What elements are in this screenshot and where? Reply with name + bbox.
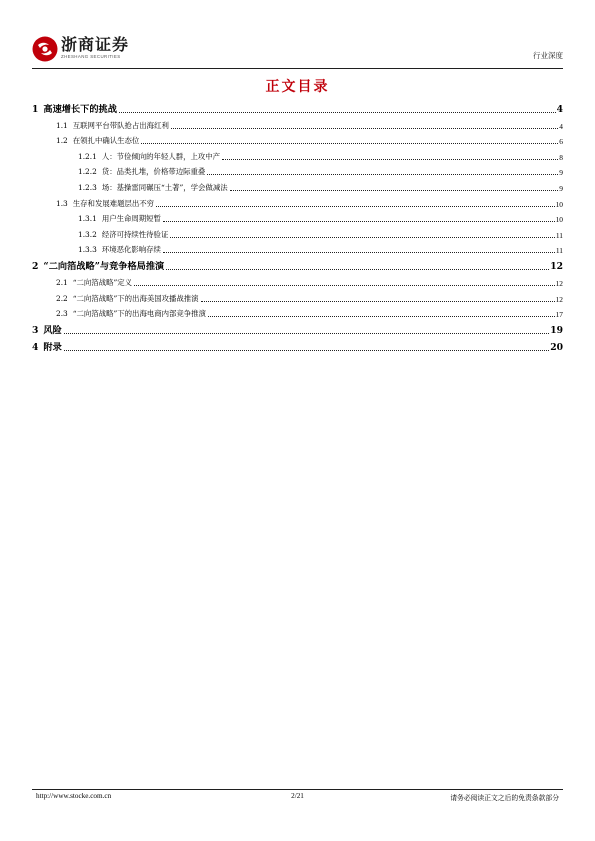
toc-entry-number: 2.1 (56, 277, 68, 287)
disclaimer-notice: 请务必阅读正文之后的免责条款部分 (450, 794, 559, 802)
toc-entry[interactable] (32, 98, 563, 115)
toc-entry[interactable] (32, 162, 563, 178)
toc-entry-label (32, 101, 118, 115)
toc-dot-leader (222, 159, 558, 160)
toc-dot-leader (134, 285, 555, 286)
toc-entry[interactable] (32, 240, 563, 256)
toc-dot-leader (119, 112, 556, 113)
toc-entry-number: 2.3 (56, 309, 68, 319)
toc-entry-text: “二向箔战略”下的出海电商内部竞争推演 (72, 309, 206, 319)
toc-entry-number: 1.3.3 (78, 245, 97, 255)
toc-entry-label (32, 198, 155, 209)
toc-entry-text: 环境恶化影响存续 (101, 245, 161, 255)
toc-entry[interactable] (32, 224, 563, 240)
toc-entry[interactable] (32, 209, 563, 225)
toc-entry-text: 用户生命周期短暂 (101, 214, 161, 224)
toc-entry-text: “二向箔战略”下的出海美国攻播战推演 (72, 293, 199, 303)
toc-entry-label (32, 166, 206, 177)
page-number: 2/21 (291, 792, 304, 800)
toc-entry-number: 2.2 (56, 293, 68, 303)
toc-entry-label (32, 229, 169, 240)
toc-entry-number: 1.3.1 (78, 214, 97, 224)
toc-page-number: 4 (559, 121, 563, 131)
toc-entry-label (32, 293, 200, 304)
toc-entry-label (32, 120, 170, 131)
zheshang-logo-icon (32, 36, 58, 62)
toc-entry-label (32, 339, 63, 353)
toc-entry-text: 货：品类扎堆，价格带边际重叠 (101, 167, 206, 177)
toc-dot-leader (208, 316, 555, 317)
toc-entry-number: 1.2.3 (78, 182, 97, 192)
toc-page-number: 11 (555, 230, 563, 240)
toc-dot-leader (170, 237, 555, 238)
toc-entry-text: 生存和发展难题层出不穷 (72, 198, 155, 208)
toc-page-number: 12 (555, 294, 563, 304)
toc-entry-text: “二向箔战略”与竞争格局推演 (43, 261, 165, 273)
toc-entry-text: 高速增长下的挑战 (43, 104, 117, 115)
page-header (32, 36, 563, 66)
toc-entry-label (32, 258, 165, 272)
toc-dot-leader (201, 301, 555, 302)
toc-entry[interactable] (32, 288, 563, 304)
toc-dot-leader (171, 128, 558, 129)
toc-entry-text: 人：节俭倾向的年轻人群，上攻中产 (101, 151, 221, 161)
toc-entry-number: 1.2.2 (78, 167, 97, 177)
toc-entry-text: “二向箔战略”定义 (72, 277, 133, 287)
toc-page-number: 11 (555, 246, 563, 256)
report-category: 行业深度 (533, 51, 563, 60)
toc-page-number: 12 (555, 278, 563, 288)
footer-url-link[interactable]: http://www.stocke.com.cn (36, 792, 112, 800)
toc-dot-leader (64, 333, 549, 334)
company-logo (32, 36, 129, 62)
toc-entry[interactable] (32, 131, 563, 147)
toc-page-number: 17 (555, 310, 563, 320)
toc-page-number: 9 (559, 183, 563, 193)
toc-dot-leader (163, 252, 555, 253)
toc-entry-number: 1.2.1 (78, 151, 97, 161)
toc-entry-label (32, 213, 162, 224)
toc-dot-leader (230, 190, 559, 191)
toc-entry-label (32, 322, 63, 336)
toc-entry-text: 经济可持续性待验证 (101, 229, 169, 239)
table-of-contents (32, 98, 563, 353)
toc-entry-text: 场：基操雷同碾压“土著”，学会做减法 (101, 182, 228, 192)
toc-entry-label (32, 135, 140, 146)
toc-page-number: 19 (550, 325, 563, 337)
toc-entry-label (32, 277, 133, 288)
toc-entry-number: 1.2 (56, 136, 68, 146)
logo-text-en: ZHESHANG SECURITIES (61, 54, 121, 59)
toc-page-number: 10 (555, 215, 563, 225)
toc-entry[interactable] (32, 177, 563, 193)
toc-entry[interactable] (32, 336, 563, 353)
footer-divider (32, 789, 563, 790)
toc-entry[interactable] (32, 255, 563, 272)
toc-dot-leader (166, 269, 549, 270)
toc-dot-leader (207, 174, 558, 175)
toc-entry-number: 1.3 (56, 198, 68, 208)
toc-page-number: 9 (559, 168, 563, 178)
toc-entry-number: 1.3.2 (78, 229, 97, 239)
toc-page-number: 20 (550, 342, 563, 354)
toc-entry[interactable] (32, 193, 563, 209)
toc-entry-number: 1.1 (56, 120, 68, 130)
toc-entry[interactable] (32, 304, 563, 320)
toc-dot-leader (156, 206, 555, 207)
toc-entry-number: 4 (32, 342, 39, 354)
toc-entry-text: 附录 (43, 342, 62, 354)
toc-page-number: 10 (555, 199, 563, 209)
toc-entry-number: 2 (32, 261, 39, 273)
page-footer (32, 792, 563, 804)
toc-entry[interactable] (32, 272, 563, 288)
toc-page-number: 4 (556, 104, 563, 115)
toc-entry-text: 互联网平台带队抢占出海红利 (72, 120, 169, 130)
toc-entry-text: 在领扎中确认生态位 (72, 136, 140, 146)
toc-entry-number: 1 (32, 104, 39, 115)
toc-entry[interactable] (32, 146, 563, 162)
toc-entry-number: 3 (32, 325, 39, 337)
logo-text-cn: 浙商证券 (61, 35, 130, 54)
toc-entry-label (32, 151, 221, 162)
page-title: 正文目录 (265, 79, 330, 95)
toc-entry-label (32, 308, 207, 319)
toc-page-number: 8 (559, 152, 563, 162)
toc-entry[interactable] (32, 115, 563, 131)
toc-entry-label (32, 182, 229, 193)
toc-page-number: 6 (559, 137, 563, 147)
header-divider (32, 68, 563, 69)
toc-dot-leader (163, 221, 555, 222)
toc-entry-text: 风险 (43, 325, 62, 337)
toc-dot-leader (141, 143, 558, 144)
toc-entry[interactable] (32, 319, 563, 336)
toc-entry-label (32, 244, 162, 255)
toc-page-number: 12 (550, 261, 563, 273)
toc-dot-leader (64, 350, 549, 351)
